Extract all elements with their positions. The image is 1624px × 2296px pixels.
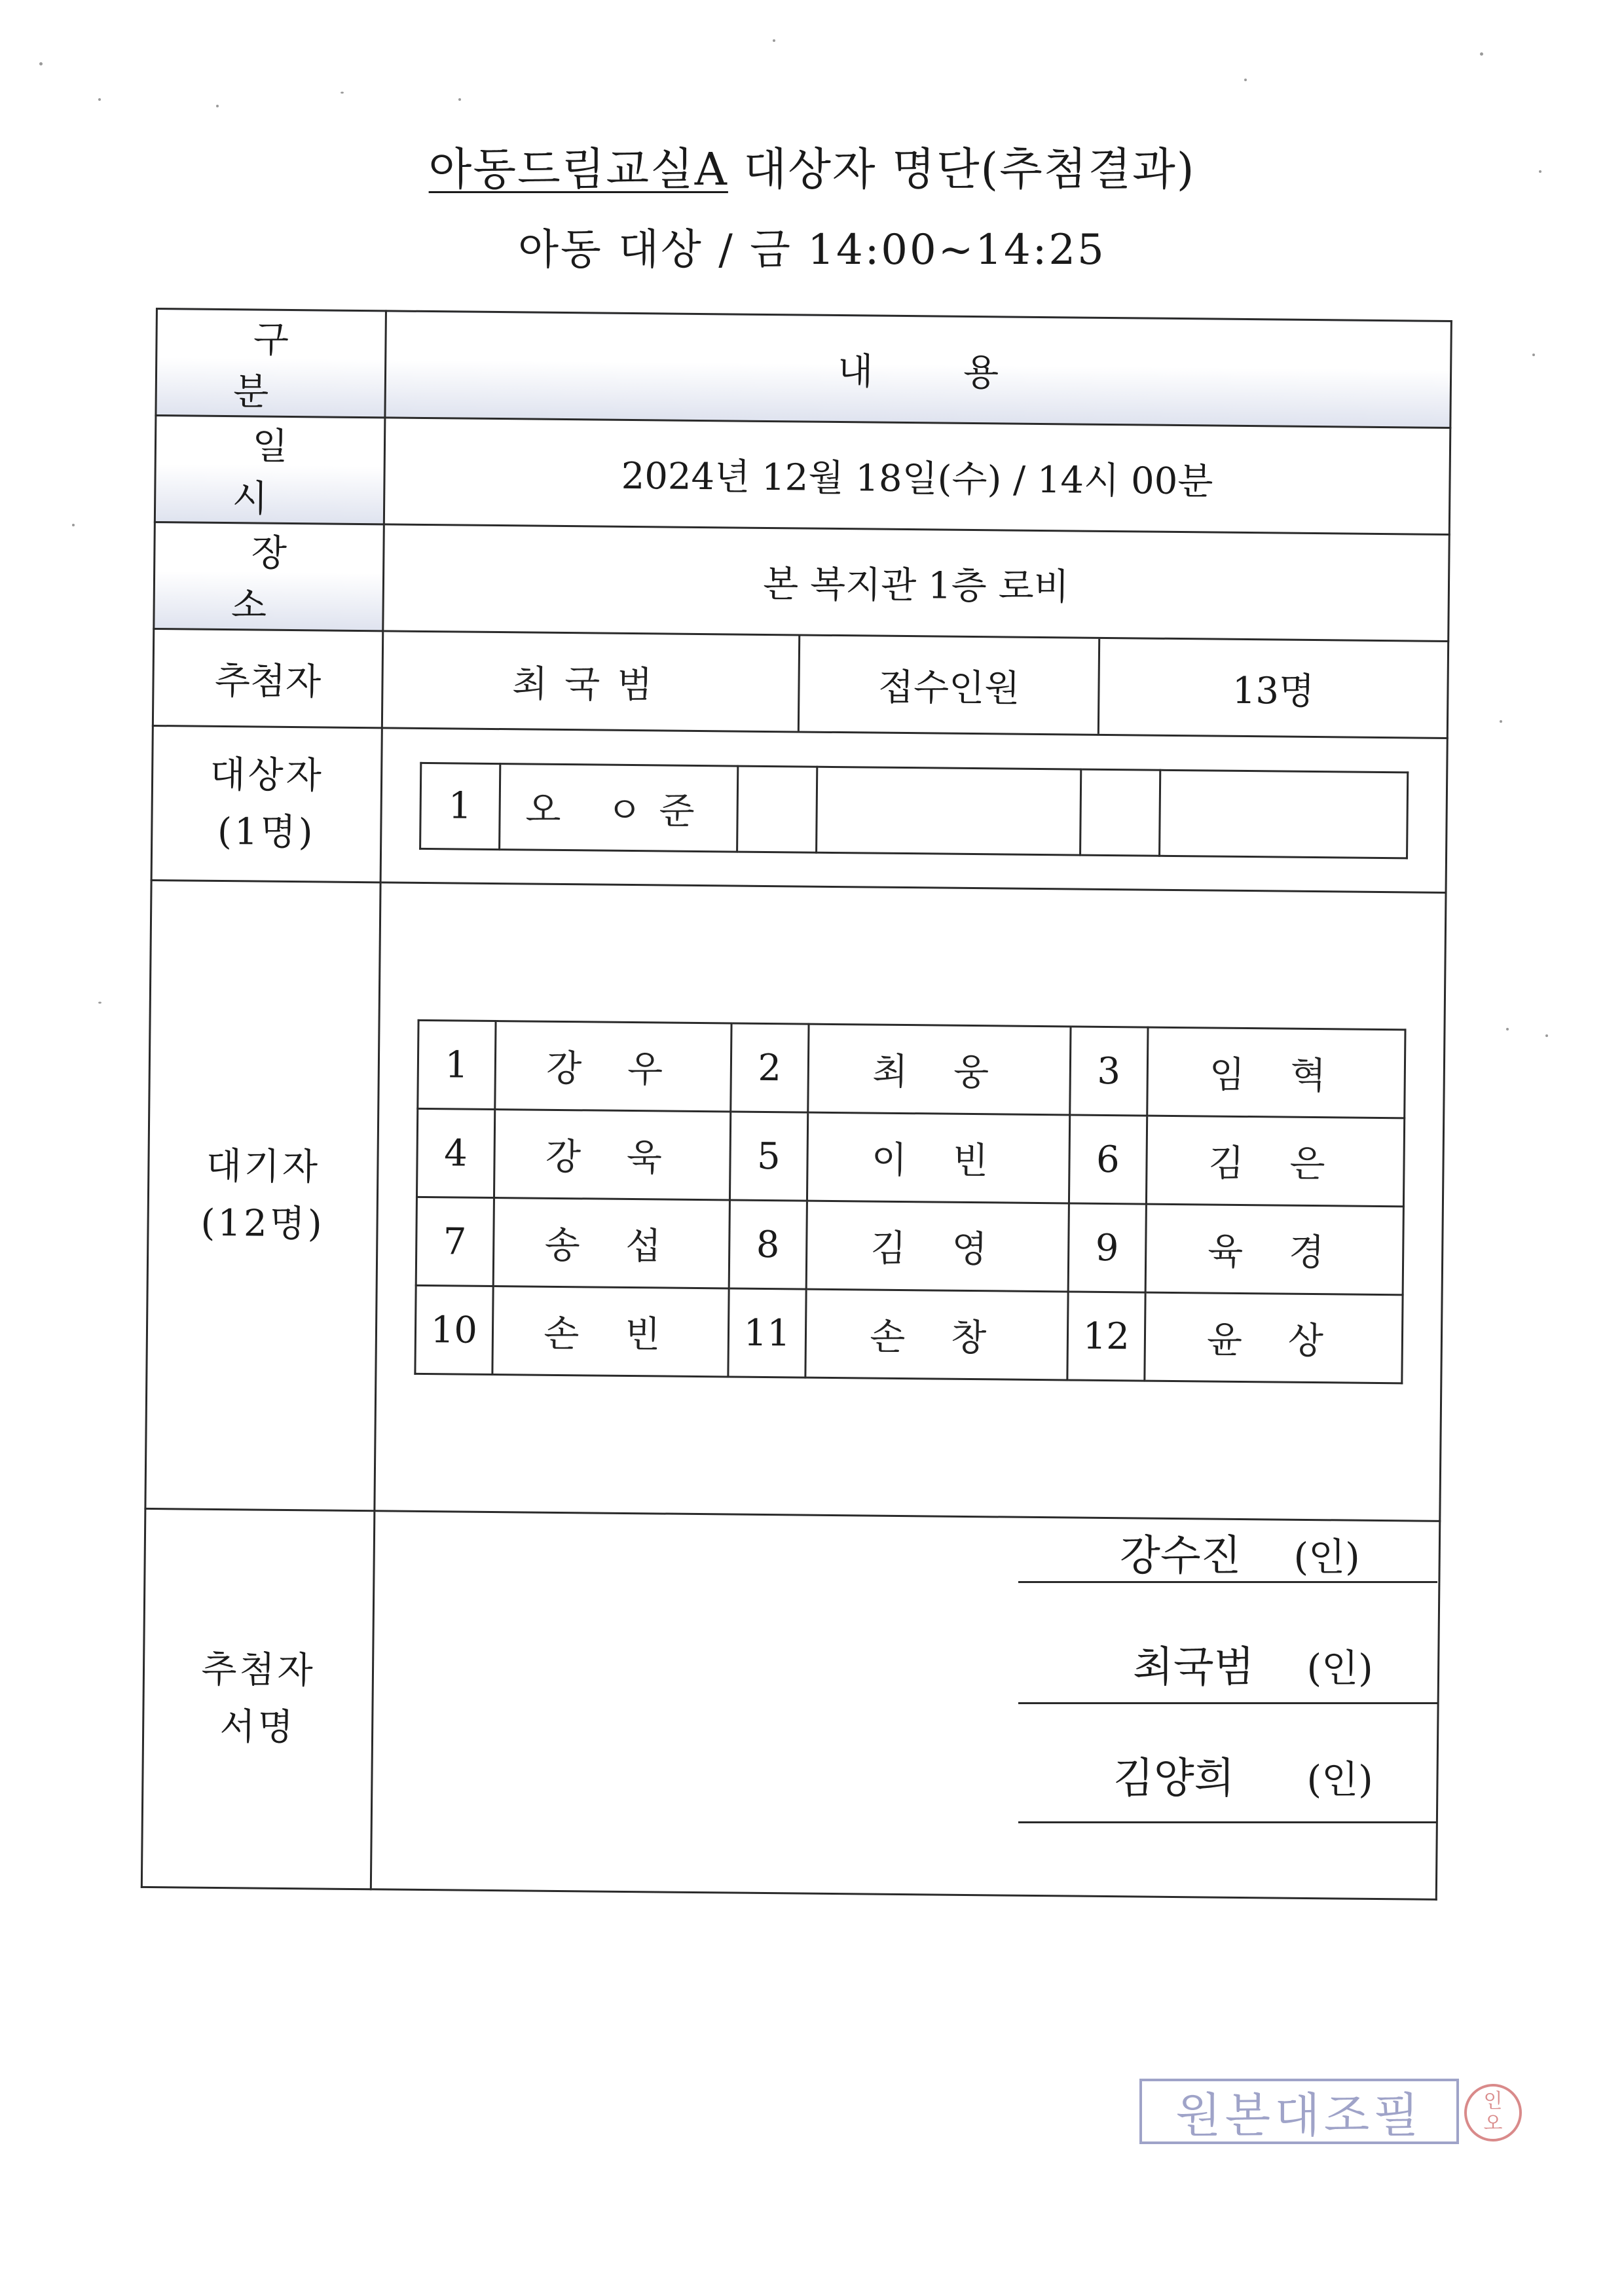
place-row bbox=[154, 522, 1449, 641]
waiting-name: 김 영 bbox=[806, 1201, 1069, 1292]
main-table bbox=[141, 308, 1452, 1865]
seal-mark: (인) bbox=[1306, 1646, 1373, 1690]
waiting-name: 윤 상 bbox=[1145, 1292, 1403, 1383]
target-label-2: (1명) bbox=[217, 810, 316, 854]
place-value: 본 복지관 1층 로비 bbox=[383, 524, 1449, 642]
waiting-table-row bbox=[415, 1285, 1403, 1383]
target-row bbox=[151, 725, 1447, 892]
waiting-no: 12 bbox=[1067, 1292, 1145, 1381]
signature-label-1: 추첨자 bbox=[201, 1648, 316, 1692]
waiting-table-row bbox=[418, 1020, 1406, 1118]
waiting-table-row bbox=[416, 1197, 1404, 1294]
waiting-no: 2 bbox=[731, 1023, 809, 1112]
target-no bbox=[1080, 769, 1160, 856]
waiting-no: 10 bbox=[415, 1285, 493, 1374]
signature-1 bbox=[1120, 1522, 1360, 1582]
waiting-no: 4 bbox=[416, 1108, 494, 1197]
title-program: 아동드림교실A bbox=[428, 144, 728, 196]
signer-name: 김양희 bbox=[1113, 1755, 1235, 1803]
date-value: 2024년 12월 18일(수) / 14시 00분 bbox=[384, 418, 1450, 535]
signature-label-2: 서명 bbox=[219, 1705, 297, 1749]
document-title bbox=[0, 134, 1624, 198]
place-label-text: 장 소 bbox=[231, 532, 327, 628]
waiting-table-row bbox=[416, 1108, 1405, 1206]
seal-stamp: 인 오 bbox=[1464, 2084, 1522, 2141]
target-no: 1 bbox=[420, 763, 500, 849]
signature-line bbox=[1018, 1581, 1437, 1583]
target-label-1: 대상자 bbox=[210, 753, 325, 797]
certified-copy-stamp: 원본대조필 bbox=[1139, 2079, 1459, 2144]
target-label bbox=[151, 725, 382, 882]
waiting-no: 3 bbox=[1070, 1027, 1148, 1116]
signer-name: 강수진 bbox=[1120, 1532, 1242, 1580]
signature-3 bbox=[1113, 1745, 1373, 1805]
target-list bbox=[420, 763, 1408, 858]
header-value-text: 내 용 bbox=[837, 350, 1039, 395]
waiting-label bbox=[145, 880, 380, 1510]
waiting-name: 육 경 bbox=[1145, 1204, 1404, 1295]
waiting-no: 7 bbox=[416, 1197, 494, 1286]
applicants-label: 접수인원 bbox=[799, 636, 1099, 733]
waiting-cell bbox=[375, 883, 1446, 1522]
waiting-row bbox=[145, 880, 1446, 1521]
target-name bbox=[1159, 770, 1408, 858]
signer-name: 최국범 bbox=[1133, 1643, 1255, 1692]
waiting-name: 송 섭 bbox=[493, 1198, 729, 1288]
waiting-no: 11 bbox=[728, 1288, 806, 1377]
date-label bbox=[155, 416, 385, 524]
seal-mark: (인) bbox=[1306, 1757, 1373, 1802]
applicants-value: 13명 bbox=[1232, 669, 1315, 713]
waiting-no: 8 bbox=[729, 1200, 807, 1289]
place-label bbox=[154, 522, 384, 630]
waiting-name: 최 웅 bbox=[808, 1024, 1071, 1115]
waiting-label-1: 대기자 bbox=[206, 1144, 321, 1189]
waiting-name: 강 우 bbox=[495, 1021, 731, 1112]
waiting-label-2: (12명) bbox=[200, 1201, 325, 1246]
signature-line bbox=[1018, 1821, 1437, 1823]
signature-line bbox=[1018, 1702, 1437, 1704]
waiting-name: 김 은 bbox=[1146, 1116, 1405, 1207]
seal-mark: (인) bbox=[1293, 1535, 1360, 1579]
drawer-label: 추첨자 bbox=[153, 629, 382, 727]
waiting-name: 임 혁 bbox=[1147, 1027, 1406, 1118]
target-cell bbox=[380, 728, 1447, 893]
header-row bbox=[156, 309, 1451, 428]
waiting-no: 9 bbox=[1068, 1203, 1146, 1292]
header-label bbox=[156, 309, 386, 418]
drawer-name: 최국범 bbox=[383, 632, 800, 731]
target-name: 오 ㅇ준 bbox=[499, 763, 737, 851]
document-subtitle: 아동 대상 / 금 14:00~14:25 bbox=[518, 226, 1106, 274]
waiting-name: 손 빈 bbox=[492, 1286, 729, 1377]
waiting-name: 이 빈 bbox=[807, 1112, 1069, 1203]
waiting-name: 손 창 bbox=[805, 1289, 1068, 1380]
header-value bbox=[385, 311, 1451, 428]
waiting-name: 강 욱 bbox=[494, 1110, 730, 1200]
signature-label bbox=[141, 1508, 375, 1889]
drawer-row bbox=[153, 629, 1448, 738]
waiting-no: 1 bbox=[418, 1020, 496, 1109]
target-no bbox=[737, 766, 817, 852]
date-row bbox=[155, 416, 1450, 535]
waiting-no: 5 bbox=[729, 1112, 807, 1201]
date-label-text: 일 시 bbox=[232, 425, 327, 521]
waiting-no: 6 bbox=[1069, 1115, 1147, 1204]
target-name bbox=[816, 767, 1080, 855]
header-label-text: 구 분 bbox=[232, 318, 329, 414]
signature-2 bbox=[1133, 1633, 1373, 1694]
title-rest: 대상자 명단(추첨결과) bbox=[743, 144, 1196, 196]
